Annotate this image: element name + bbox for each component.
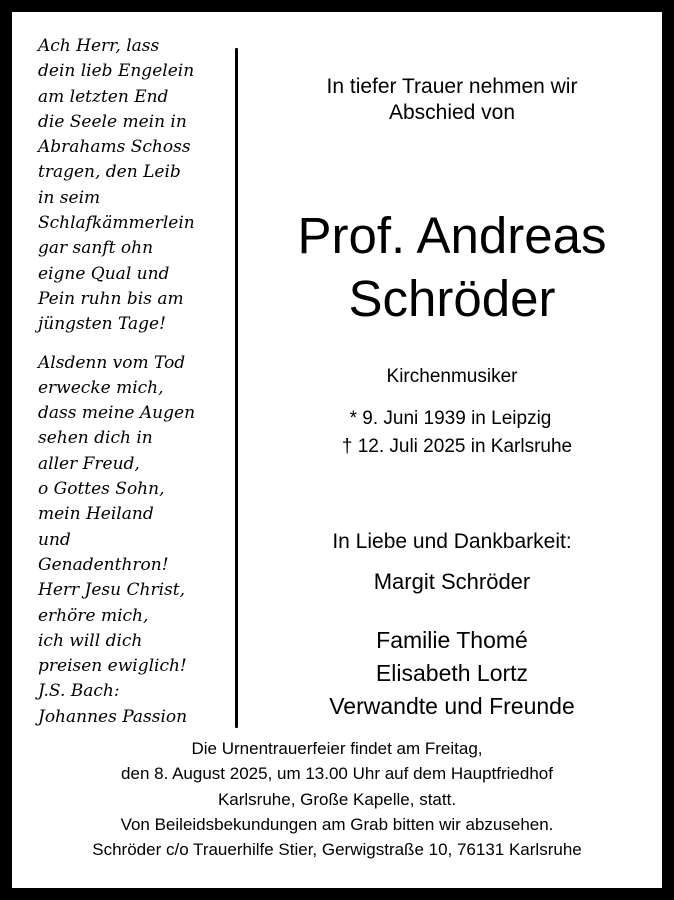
widow-name: Margit Schröder (373, 569, 531, 594)
poem-line: Abrahams Schoss (38, 137, 191, 158)
poem-line: Ach Herr, lass (38, 36, 160, 56)
poem-line: sehen dich in (38, 428, 153, 449)
profession: Kirchenmusiker (386, 366, 518, 387)
poem (38, 34, 238, 730)
poem-line: tragen, den Leib (38, 162, 181, 183)
poem-line: die Seele mein in (38, 111, 187, 132)
family-list (252, 624, 652, 723)
poem-line: erhöre mich, (38, 605, 149, 626)
poem-line: am letzten End (38, 86, 169, 107)
name-line: Schröder (348, 270, 556, 327)
intro-text (252, 74, 652, 126)
poem-line: dass meine Augen (38, 403, 196, 424)
poem-line: in seim (38, 187, 101, 208)
poem-line: Genadenthron! (38, 554, 169, 575)
family-line: Verwandte und Freunde (329, 693, 575, 719)
poem-line: Herr Jesu Christ, (38, 580, 185, 601)
death-date: † 12. Juli 2025 in Karlsruhe (341, 436, 573, 457)
intro-line: Abschied von (388, 101, 516, 124)
poem-line: erwecke mich, (38, 377, 164, 398)
poem-line: o Gottes Sohn, (38, 479, 165, 500)
poem-line: ich will dich (38, 630, 143, 651)
poem-line: dein lieb Engelein (38, 61, 195, 82)
thanks-heading: In Liebe und Dankbarkeit: (332, 530, 572, 553)
footer-line: Von Beileidsbekundungen am Grab bitten wir abzusehen. (120, 814, 554, 834)
poem-line: jüngsten Tage! (38, 314, 166, 335)
poem-line: eigne Qual und (38, 263, 170, 284)
footer-line: Die Urnentrauerfeier findet am Freitag, (191, 739, 483, 758)
stanza-gap (38, 338, 238, 351)
family-line: Elisabeth Lortz (375, 660, 529, 686)
intro-line: In tiefer Trauer nehmen wir (326, 75, 578, 98)
deceased-name (252, 204, 652, 330)
poem-line: Alsdenn vom Tod (38, 352, 186, 373)
poem-attribution: J.S. Bach: (38, 681, 120, 702)
poem-line: mein Heiland (38, 504, 154, 525)
birth-date: * 9. Juni 1939 in Leipzig (349, 408, 552, 429)
poem-attribution: Johannes Passion (38, 706, 188, 727)
funeral-info (20, 736, 654, 862)
name-line: Prof. Andreas (297, 207, 607, 264)
vertical-divider (235, 48, 238, 728)
poem-line: preisen ewiglich! (38, 656, 187, 677)
poem-line: aller Freud, (38, 453, 140, 474)
poem-line: Schlafkämmerlein (38, 213, 195, 234)
life-dates (252, 405, 652, 461)
poem-line: gar sanft ohn (38, 238, 154, 259)
footer-line: Schröder c/o Trauerhilfe Stier, Gerwigstraße 10, 76131 Karlsruhe (92, 840, 582, 860)
footer-line: Karlsruhe, Große Kapelle, statt. (217, 789, 457, 809)
poem-line: Pein ruhn bis am (38, 288, 184, 309)
family-line: Familie Thomé (376, 627, 528, 653)
footer-line: den 8. August 2025, um 13.00 Uhr auf dem Hauptfriedhof (121, 764, 553, 784)
poem-line: und (38, 529, 71, 550)
